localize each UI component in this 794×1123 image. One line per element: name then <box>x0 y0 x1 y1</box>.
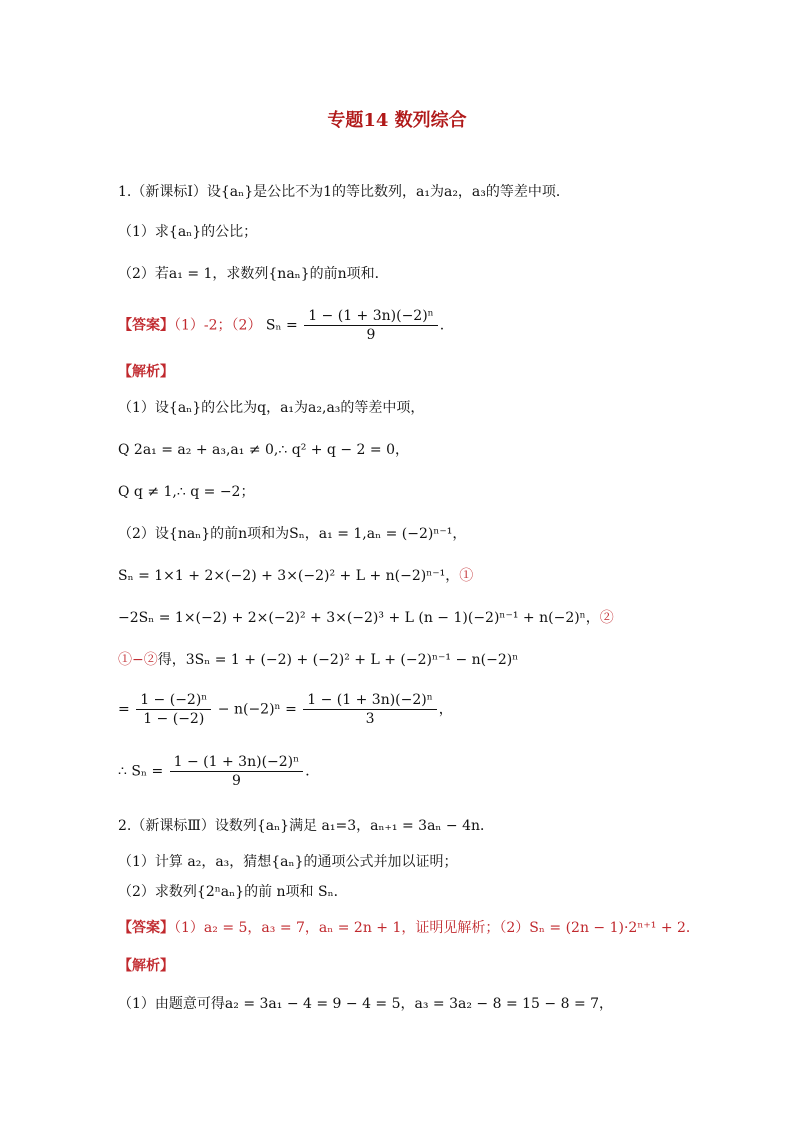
q1-part2: （2）若a₁ = 1，求数列{naₙ}的前n项和． <box>118 266 389 282</box>
step9-end: ． <box>305 763 320 780</box>
step8-den1: 1 − (−2) <box>143 711 205 727</box>
step8-num1: 1 − (−2)ⁿ <box>136 692 211 710</box>
step8-end: ， <box>438 701 453 718</box>
q2-part1: （1）计算 a₂，a₃，猜想{aₙ}的通项公式并加以证明； <box>118 854 458 870</box>
q1-step8 <box>118 692 453 727</box>
answer-numerator: 1 − (1 + 3n)(−2)ⁿ <box>304 308 438 326</box>
step5-mark: ① <box>459 568 474 584</box>
step8-mid: − n(−2)ⁿ = <box>217 701 297 718</box>
step8-den2: 3 <box>365 711 375 727</box>
answer-fraction <box>304 308 438 343</box>
q1-step1: （1）设{aₙ}的公比为q，a₁为a₂,a₃的等差中项， <box>118 400 425 416</box>
q2-stem: 2.（新课标Ⅲ）设数列{aₙ}满足 a₁=3，aₙ₊₁ = 3aₙ − 4n． <box>118 818 495 834</box>
step5-text: Sₙ = 1×1 + 2×(−2) + 3×(−2)² + L + n(−2)ⁿ⁻¹， <box>118 568 460 584</box>
answer-label: 【答案】 <box>118 317 174 334</box>
step8-fraction1 <box>136 692 211 727</box>
answer-lhs: Sₙ = <box>265 317 298 334</box>
page-title: 专题14 数列综合 <box>327 110 467 131</box>
step9-den: 9 <box>231 773 241 789</box>
q1-step6 <box>118 608 614 628</box>
step8-fraction2 <box>303 692 437 727</box>
q1-part1: （1）求{aₙ}的公比； <box>118 224 258 240</box>
q1-answer: 【答案】（1）-2；（2） Sₙ = $\frac{\text{1 − (1 + 3n)(−2)ⁿ}}{9}$ . <box>118 308 445 343</box>
step7-text: 得，3Sₙ = 1 + (−2) + (−2)² + L + (−2)ⁿ⁻¹ − n(−2)ⁿ <box>157 652 519 668</box>
q1-step7 <box>118 650 518 670</box>
q1-stem: 1.（新课标Ⅰ）设{aₙ}是公比不为1的等比数列，a₁为a₂，a₃的等差中项． <box>118 184 570 200</box>
q2-analysis-label: 【解析】 <box>118 958 174 974</box>
step7-mark: ①−② <box>118 652 158 668</box>
step8-num2: 1 − (1 + 3n)(−2)ⁿ <box>303 692 437 710</box>
step6-text: −2Sₙ = 1×(−2) + 2×(−2)² + 3×(−2)³ + L (n − 1)(−2)ⁿ⁻¹ + n(−2)ⁿ， <box>118 610 600 626</box>
step9-lhs: ∴ Sₙ = <box>118 763 164 780</box>
step9-num: 1 − (1 + 3n)(−2)ⁿ <box>170 754 304 772</box>
answer-denominator: 9 <box>366 327 376 343</box>
q1-step3: Q q ≠ 1,∴ q = −2； <box>118 484 255 500</box>
q1-step5 <box>118 566 473 586</box>
q1-step9 <box>118 754 319 789</box>
q2-answer-text: （1）a₂ = 5，a₃ = 7，aₙ = 2n + 1，证明见解析；（2）Sₙ = (2n − 1)·2ⁿ⁺¹ + 2． <box>174 920 700 936</box>
step8-eq: = <box>118 701 130 718</box>
q2-answer-label: 【答案】 <box>118 920 174 936</box>
q1-step4: （2）设{naₙ}的前n项和为Sₙ，a₁ = 1,aₙ = (−2)ⁿ⁻¹， <box>118 526 467 542</box>
q1-analysis-label: 【解析】 <box>118 364 174 380</box>
q1-step2: Q 2a₁ = a₂ + a₃,a₁ ≠ 0,∴ q² + q − 2 = 0， <box>118 442 409 458</box>
q2-part2: （2）求数列{2ⁿaₙ}的前 n项和 Sₙ． <box>118 884 348 900</box>
answer-part1: （1）-2；（2） <box>174 317 262 334</box>
q2-step1: （1）由题意可得a₂ = 3a₁ − 4 = 9 − 4 = 5，a₃ = 3a₂ − 8 = 15 − 8 = 7， <box>118 996 614 1012</box>
step6-mark: ② <box>599 610 614 626</box>
q2-answer <box>118 918 700 938</box>
step9-fraction <box>170 754 304 789</box>
